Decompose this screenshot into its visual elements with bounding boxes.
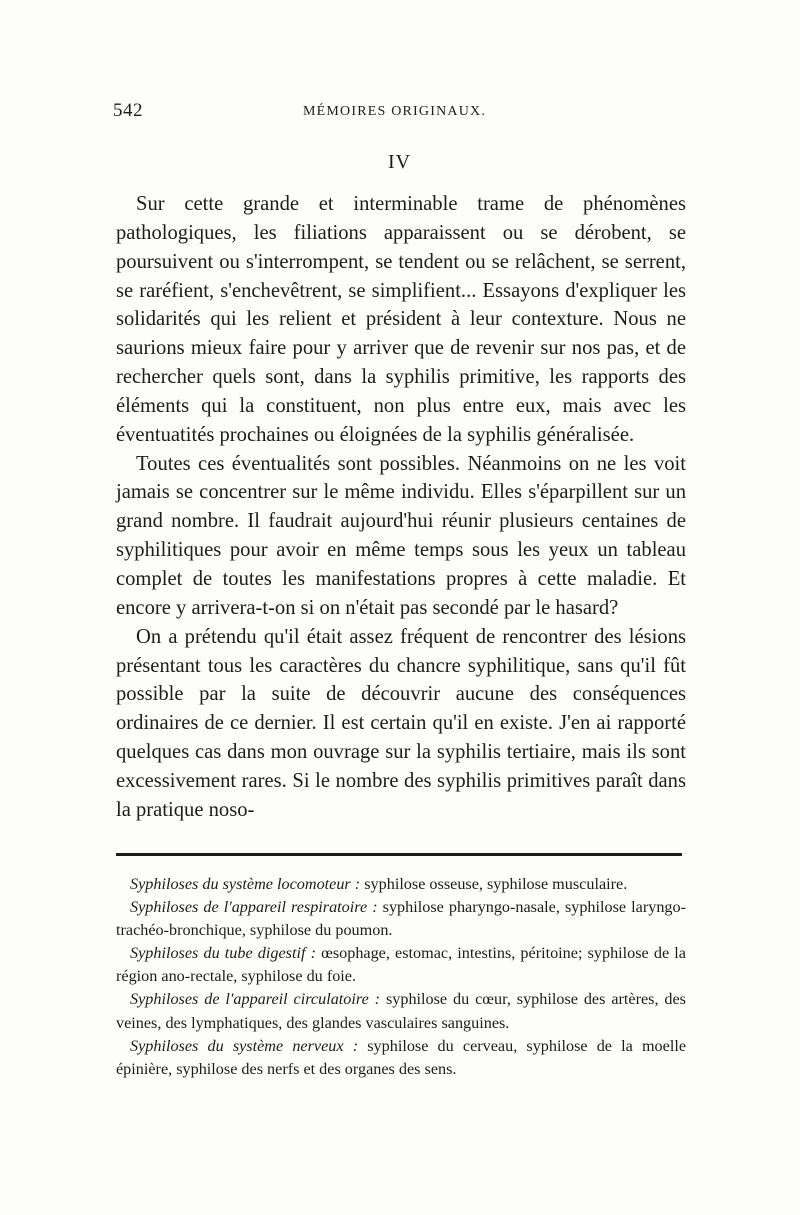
page-number: 542 bbox=[113, 100, 143, 121]
footnote bbox=[116, 896, 686, 942]
footnote-text: syphilose du cerveau, syphilose de la moelle épinière, syphilose des nerfs et des organes des sens. bbox=[116, 1036, 687, 1078]
footnote-lead: Syphiloses du tube digestif : bbox=[130, 944, 316, 963]
footnote bbox=[116, 988, 686, 1034]
paragraph: On a prétendu qu'il était assez fréquent de rencontrer des lésions présentant tous les caractères du chancre syphilitique, sans qu'il fût possible par la suite de découvrir aucune des conséquences ordinaires de ce dernier. Il est certain qu'il en existe. J'en ai rapporté quelques cas dans mon ouvrage sur la syphilis tertiaire, mais ils sont excessivement rares. Si le nombre des syphilis primitives paraît dans la pratique noso- bbox=[116, 625, 686, 821]
footnote bbox=[116, 873, 686, 896]
section-number: IV bbox=[388, 151, 412, 173]
footnote-lead: Syphiloses du système locomoteur : bbox=[130, 875, 361, 893]
footnote-lead: Syphiloses de l'appareil respiratoire : bbox=[130, 898, 378, 917]
footnote-lead: Syphiloses de l'appareil circulatoire : bbox=[130, 990, 381, 1009]
footnote-text: syphilose du cœur, syphilose des artères, des veines, des lymphatiques, des glandes vasculaires sanguines. bbox=[116, 990, 686, 1032]
footnote-text: syphilose pharyngo-nasale, syphilose laryngo-trachéo-bronchique, syphilose du poumon. bbox=[116, 898, 686, 940]
page-header bbox=[113, 100, 673, 126]
footnote bbox=[116, 1035, 686, 1081]
footnote-lead: Syphiloses du système nerveux : bbox=[130, 1036, 359, 1055]
footnote bbox=[116, 942, 686, 988]
footnote-divider bbox=[116, 853, 682, 856]
paragraph: Sur cette grande et interminable trame de phénomènes pathologiques, les filiations apparaissent ou se dérobent, se poursuivent ou s'interrompent, se tendent ou se relâchent, se serrent, se raréfient, s'enchevêtrent, se simplifient... Essayons d'expliquer les solidarités qui les relient et président à leur contexture. Nous ne saurions mieux faire pour y arriver que de revenir sur nos pas, et de rechercher quels sont, dans la syphilis primitive, les rapports des éléments qui la constituent, non plus entre eux, mais avec les éventuatités prochaines ou éloignées de la syphilis généralisée. bbox=[116, 193, 686, 446]
footnote-text: syphilose osseuse, syphilose musculaire. bbox=[360, 875, 628, 893]
paragraph: Toutes ces éventualités sont possibles. Néanmoins on ne les voit jamais se concentrer sur le même individu. Elles s'éparpillent sur un grand nombre. Il faudrait aujourd'hui réunir plusieurs centaines de syphilitiques pour avoir en même temps sous les yeux un tableau complet de toutes les manifestations propres à cette maladie. Et encore y arrivera-t-on si on n'était pas secondé par le hasard? bbox=[116, 452, 686, 619]
footnotes bbox=[116, 873, 686, 1081]
footnote-text: œsophage, estomac, intestins, péritoine; syphilose de la région ano-rectale, syphilose du foie. bbox=[116, 944, 686, 986]
running-head: MÉMOIRES ORIGINAUX. bbox=[303, 104, 487, 119]
main-text bbox=[116, 190, 686, 825]
